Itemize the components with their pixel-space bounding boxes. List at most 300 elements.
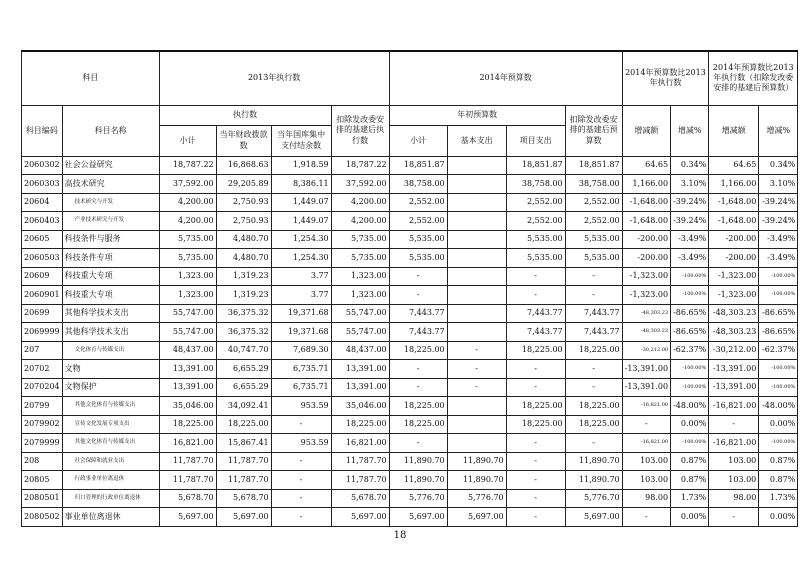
cell-c1: 55,747.00 (159, 304, 216, 323)
cell-c9: -1,648.00 (622, 212, 670, 231)
cell-name: 技术研究与开发 (62, 193, 159, 212)
cell-c5: 11,890.70 (389, 471, 447, 490)
cell-c1: 5,678.70 (159, 489, 216, 508)
cell-c8: 11,890.70 (565, 471, 622, 490)
cell-c12: -100.00% (759, 434, 798, 453)
cell-c6: 11,890.70 (447, 452, 506, 471)
cell-c8: 5,535.00 (565, 249, 622, 268)
cell-code: 2060303 (22, 175, 63, 194)
page-number: 18 (393, 530, 407, 541)
cell-name: 科技条件与服务 (62, 230, 159, 249)
cell-c10: 0.87% (671, 471, 709, 490)
cell-code: 2080502 (22, 508, 63, 527)
cell-c7: - (506, 286, 565, 305)
cell-c2: 36,375.32 (216, 323, 271, 342)
cell-c3: - (271, 508, 331, 527)
cell-name: 事业单位离退休 (62, 508, 159, 527)
cell-code: 2060403 (22, 212, 63, 231)
cell-c6: - (447, 341, 506, 360)
header-basic: 基本支出 (447, 125, 506, 156)
cell-c9: -200.00 (622, 230, 670, 249)
cell-c12: -86.65% (759, 323, 798, 342)
cell-c9: 1,166.00 (622, 175, 670, 194)
cell-code: 20604 (22, 193, 63, 212)
cell-name: 其他科学技术支出 (62, 304, 159, 323)
header-kemu: 科目 (22, 51, 160, 105)
cell-c6: 11,890.70 (447, 471, 506, 490)
cell-c6 (447, 304, 506, 323)
cell-code: 2080501 (22, 489, 63, 508)
cell-c10: -86.65% (671, 323, 709, 342)
cell-c5: 18,225.00 (389, 341, 447, 360)
cell-c1: 55,747.00 (159, 323, 216, 342)
header-treasury: 当年国库集中支付结余数 (271, 125, 331, 156)
cell-c4: 37,592.00 (331, 175, 389, 194)
cell-c8: 2,552.00 (565, 193, 622, 212)
cell-c6: - (447, 360, 506, 379)
cell-c12: -39.24% (759, 193, 798, 212)
cell-name: 宣传文化发展专项支出 (62, 415, 159, 434)
cell-c2: 36,375.32 (216, 304, 271, 323)
cell-c9: -1,323.00 (622, 267, 670, 286)
cell-c1: 5,697.00 (159, 508, 216, 527)
cell-name: 科技条件专项 (62, 249, 159, 268)
cell-c5: 18,225.00 (389, 397, 447, 416)
cell-c2: 11,787.70 (216, 471, 271, 490)
table-row (22, 175, 798, 194)
cell-c5: 5,776.70 (389, 489, 447, 508)
header-subtotal: 小计 (159, 125, 216, 156)
cell-c10: 1.73% (671, 489, 709, 508)
cell-c6 (447, 249, 506, 268)
cell-c12: 3.10% (759, 175, 798, 194)
header-nianchu: 年初预算数 (389, 105, 565, 125)
cell-c7: 5,535.00 (506, 249, 565, 268)
cell-c11: -1,323.00 (709, 286, 759, 305)
cell-name: 社会保障和就业支出 (62, 452, 159, 471)
cell-c9: -13,391.00 (622, 360, 670, 379)
cell-c3: 3.77 (271, 286, 331, 305)
table-row (22, 434, 798, 453)
table-row (22, 193, 798, 212)
cell-c4: 16,821.00 (331, 434, 389, 453)
cell-c3: 953.59 (271, 434, 331, 453)
cell-c4: 55,747.00 (331, 323, 389, 342)
header-name: 科目名称 (62, 105, 159, 156)
cell-c7: - (506, 508, 565, 527)
cell-c2: 18,225.00 (216, 415, 271, 434)
header-subtotal-2: 小计 (389, 125, 447, 156)
cell-c11: -200.00 (709, 230, 759, 249)
cell-c11: 98.00 (709, 489, 759, 508)
cell-c1: 16,821.00 (159, 434, 216, 453)
cell-c4: 1,323.00 (331, 286, 389, 305)
cell-c7: - (506, 267, 565, 286)
cell-c6 (447, 286, 506, 305)
cell-c1: 13,391.00 (159, 360, 216, 379)
cell-c7: 5,535.00 (506, 230, 565, 249)
cell-c5: - (389, 434, 447, 453)
cell-c4: 13,391.00 (331, 378, 389, 397)
cell-c7: - (506, 360, 565, 379)
cell-c2: 40,747.70 (216, 341, 271, 360)
cell-c2: 5,697.00 (216, 508, 271, 527)
cell-c7: 7,443.77 (506, 323, 565, 342)
cell-c1: 5,735.00 (159, 230, 216, 249)
table-row (22, 415, 798, 434)
cell-c7: - (506, 378, 565, 397)
cell-c12: 0.87% (759, 452, 798, 471)
cell-c3: 3.77 (271, 267, 331, 286)
header-project: 项目支出 (506, 125, 565, 156)
cell-code: 2070204 (22, 378, 63, 397)
cell-c5: 7,443.77 (389, 323, 447, 342)
cell-c4: 11,787.70 (331, 452, 389, 471)
cell-c7: 7,443.77 (506, 304, 565, 323)
cell-code: 20805 (22, 471, 63, 490)
cell-c4: 5,735.00 (331, 249, 389, 268)
cell-c5: 5,535.00 (389, 230, 447, 249)
cell-c8: 18,225.00 (565, 415, 622, 434)
cell-code: 208 (22, 452, 63, 471)
cell-c1: 18,787.22 (159, 156, 216, 175)
cell-c4: 18,787.22 (331, 156, 389, 175)
cell-c5: - (389, 267, 447, 286)
cell-c11: -1,648.00 (709, 193, 759, 212)
cell-c12: -100.00% (759, 360, 798, 379)
cell-c3: - (271, 452, 331, 471)
cell-c12: 0.34% (759, 156, 798, 175)
cell-c9: 64.65 (622, 156, 670, 175)
cell-c8: - (565, 434, 622, 453)
cell-c3: 1,254.30 (271, 230, 331, 249)
cell-c11: -16,821.00 (709, 434, 759, 453)
table-row (22, 249, 798, 268)
cell-c10: 0.34% (671, 156, 709, 175)
cell-c10: -100.00% (671, 360, 709, 379)
table-row (22, 156, 798, 175)
header-fiscal: 当年财政拨款数 (216, 125, 271, 156)
cell-name: 文物保护 (62, 378, 159, 397)
cell-c7: - (506, 452, 565, 471)
cell-c10: -86.65% (671, 304, 709, 323)
header-zhixingshu: 执行数 (159, 105, 331, 125)
table-row (22, 397, 798, 416)
cell-c11: 64.65 (709, 156, 759, 175)
cell-c4: 5,678.70 (331, 489, 389, 508)
cell-c9: -16,821.00 (622, 397, 670, 416)
cell-c11: 103.00 (709, 452, 759, 471)
cell-c9: - (622, 415, 670, 434)
cell-c4: 4,200.00 (331, 212, 389, 231)
cell-c2: 6,655.29 (216, 378, 271, 397)
cell-c6 (447, 434, 506, 453)
cell-code: 2079902 (22, 415, 63, 434)
cell-c12: -3.49% (759, 230, 798, 249)
cell-c5: 7,443.77 (389, 304, 447, 323)
cell-c2: 1,319.23 (216, 267, 271, 286)
cell-c7: 18,225.00 (506, 415, 565, 434)
cell-c2: 15,867.41 (216, 434, 271, 453)
cell-c6: 5,697.00 (447, 508, 506, 527)
cell-c3: 1,449.07 (271, 212, 331, 231)
cell-c11: -13,391.00 (709, 360, 759, 379)
cell-c8: 5,697.00 (565, 508, 622, 527)
cell-c10: -3.49% (671, 230, 709, 249)
cell-c6 (447, 415, 506, 434)
cell-c1: 5,735.00 (159, 249, 216, 268)
header-row-1 (22, 51, 798, 105)
cell-c6 (447, 175, 506, 194)
cell-c2: 16,868.63 (216, 156, 271, 175)
cell-c11: 103.00 (709, 471, 759, 490)
cell-c5: 11,890.70 (389, 452, 447, 471)
cell-c12: -100.00% (759, 286, 798, 305)
header-change-amount: 增减额 (622, 105, 670, 156)
cell-c1: 18,225.00 (159, 415, 216, 434)
cell-code: 2060503 (22, 249, 63, 268)
cell-c7: 38,758.00 (506, 175, 565, 194)
cell-c8: 7,443.77 (565, 323, 622, 342)
cell-c4: 35,046.00 (331, 397, 389, 416)
table-row (22, 508, 798, 527)
cell-c9: -48,303.23 (622, 323, 670, 342)
cell-c6 (447, 397, 506, 416)
cell-c1: 11,787.70 (159, 452, 216, 471)
cell-name: 文化体育与传媒支出 (62, 341, 159, 360)
cell-c3: 6,735.71 (271, 378, 331, 397)
cell-c1: 13,391.00 (159, 378, 216, 397)
cell-c9: 103.00 (622, 452, 670, 471)
cell-code: 20702 (22, 360, 63, 379)
cell-name: 高技术研究 (62, 175, 159, 194)
cell-c10: -100.00% (671, 378, 709, 397)
cell-c4: 4,200.00 (331, 193, 389, 212)
cell-name: 产业技术研究与开发 (62, 212, 159, 231)
cell-c1: 4,200.00 (159, 193, 216, 212)
cell-c7: - (506, 489, 565, 508)
cell-c12: -39.24% (759, 212, 798, 231)
cell-c10: -62.37% (671, 341, 709, 360)
cell-name: 文物 (62, 360, 159, 379)
cell-c10: -100.00% (671, 434, 709, 453)
cell-c11: -48,303.23 (709, 304, 759, 323)
cell-c4: 1,323.00 (331, 267, 389, 286)
cell-c8: 7,443.77 (565, 304, 622, 323)
cell-c12: -3.49% (759, 249, 798, 268)
cell-name: 科技重大专项 (62, 286, 159, 305)
cell-c4: 55,747.00 (331, 304, 389, 323)
cell-code: 207 (22, 341, 63, 360)
cell-c7: 18,225.00 (506, 341, 565, 360)
cell-c6: 5,776.70 (447, 489, 506, 508)
cell-c6 (447, 267, 506, 286)
header-budget-adjusted: 扣除发改委安排的基建后预算数 (565, 105, 622, 156)
cell-c5: - (389, 378, 447, 397)
cell-c8: - (565, 286, 622, 305)
cell-c4: 48,437.00 (331, 341, 389, 360)
cell-c12: -100.00% (759, 267, 798, 286)
cell-c5: - (389, 360, 447, 379)
cell-c1: 4,200.00 (159, 212, 216, 231)
cell-c4: 5,697.00 (331, 508, 389, 527)
cell-c12: 0.00% (759, 508, 798, 527)
cell-c11: -1,323.00 (709, 267, 759, 286)
cell-c5: - (389, 286, 447, 305)
cell-c2: 2,750.93 (216, 212, 271, 231)
cell-c3: 1,449.07 (271, 193, 331, 212)
cell-c8: 5,776.70 (565, 489, 622, 508)
cell-c10: -3.49% (671, 249, 709, 268)
header-change-pct: 增减% (671, 105, 709, 156)
cell-c5: 18,851.87 (389, 156, 447, 175)
cell-c3: 6,735.71 (271, 360, 331, 379)
cell-c2: 5,678.70 (216, 489, 271, 508)
cell-c7: - (506, 434, 565, 453)
cell-c3: - (271, 489, 331, 508)
cell-c9: -16,821.00 (622, 434, 670, 453)
header-change-amount-2: 增减额 (709, 105, 759, 156)
table-row (22, 323, 798, 342)
cell-c11: -16,821.00 (709, 397, 759, 416)
table-row (22, 304, 798, 323)
cell-c9: 103.00 (622, 471, 670, 490)
cell-c1: 35,046.00 (159, 397, 216, 416)
header-code: 科目编码 (22, 105, 63, 156)
cell-c10: 3.10% (671, 175, 709, 194)
cell-c3: 19,371.68 (271, 304, 331, 323)
cell-code: 20699 (22, 304, 63, 323)
cell-c11: -1,648.00 (709, 212, 759, 231)
cell-c8: 5,535.00 (565, 230, 622, 249)
cell-c7: - (506, 471, 565, 490)
cell-c3: 19,371.68 (271, 323, 331, 342)
cell-c7: 18,225.00 (506, 397, 565, 416)
header-2014-budget: 2014年预算数 (389, 51, 622, 105)
table-row (22, 286, 798, 305)
header-compare-adjusted: 2014年预算数比2013年执行数（扣除发改委安排的基建后预算数） (709, 51, 798, 105)
cell-code: 2069999 (22, 323, 63, 342)
table-row (22, 341, 798, 360)
cell-c10: -39.24% (671, 193, 709, 212)
cell-c2: 4,480.70 (216, 249, 271, 268)
cell-c8: 18,225.00 (565, 397, 622, 416)
header-exec-adjusted: 扣除发改委安排的基建后执行数 (331, 105, 389, 156)
cell-c11: -30,212.00 (709, 341, 759, 360)
header-compare-exec: 2014年预算数比2013年执行数 (622, 51, 709, 105)
cell-c7: 2,552.00 (506, 193, 565, 212)
cell-c3: 1,918.59 (271, 156, 331, 175)
cell-c9: -30,212.00 (622, 341, 670, 360)
cell-c4: 11,787.70 (331, 471, 389, 490)
header-change-pct-2: 增减% (759, 105, 798, 156)
cell-c2: 29,205.89 (216, 175, 271, 194)
table-row (22, 360, 798, 379)
cell-c12: -86.65% (759, 304, 798, 323)
cell-c9: -48,303.23 (622, 304, 670, 323)
cell-c6 (447, 323, 506, 342)
cell-c5: 38,758.00 (389, 175, 447, 194)
cell-c2: 4,480.70 (216, 230, 271, 249)
table-row (22, 267, 798, 286)
budget-table (21, 50, 798, 527)
cell-name: 社会公益研究 (62, 156, 159, 175)
table-body (22, 156, 798, 526)
cell-c5: 18,225.00 (389, 415, 447, 434)
cell-c8: 38,758.00 (565, 175, 622, 194)
cell-c5: 2,552.00 (389, 212, 447, 231)
cell-c3: 953.59 (271, 397, 331, 416)
table-row (22, 230, 798, 249)
cell-c10: -48.00% (671, 397, 709, 416)
cell-c7: 18,851.87 (506, 156, 565, 175)
header-row-2 (22, 105, 798, 125)
cell-c2: 34,092.41 (216, 397, 271, 416)
cell-c1: 37,592.00 (159, 175, 216, 194)
cell-name: 科技重大专项 (62, 267, 159, 286)
cell-c9: -13,391.00 (622, 378, 670, 397)
table-row (22, 452, 798, 471)
cell-c9: -1,648.00 (622, 193, 670, 212)
cell-name: 其他科学技术支出 (62, 323, 159, 342)
cell-c12: 1.73% (759, 489, 798, 508)
cell-c9: - (622, 508, 670, 527)
cell-c2: 1,319.23 (216, 286, 271, 305)
cell-c2: 6,655.29 (216, 360, 271, 379)
cell-c11: - (709, 415, 759, 434)
cell-c12: -62.37% (759, 341, 798, 360)
cell-c5: 5,535.00 (389, 249, 447, 268)
cell-c6 (447, 230, 506, 249)
cell-code: 2060302 (22, 156, 63, 175)
cell-c11: 1,166.00 (709, 175, 759, 194)
cell-code: 20605 (22, 230, 63, 249)
cell-c11: -200.00 (709, 249, 759, 268)
cell-c1: 1,323.00 (159, 267, 216, 286)
cell-c12: -48.00% (759, 397, 798, 416)
cell-c8: 11,890.70 (565, 452, 622, 471)
cell-c8: - (565, 378, 622, 397)
cell-c1: 1,323.00 (159, 286, 216, 305)
cell-c9: -200.00 (622, 249, 670, 268)
cell-c3: 1,254.30 (271, 249, 331, 268)
cell-c3: - (271, 415, 331, 434)
cell-c7: 2,552.00 (506, 212, 565, 231)
header-2013-exec: 2013年执行数 (159, 51, 389, 105)
cell-c10: 0.87% (671, 452, 709, 471)
cell-c1: 48,437.00 (159, 341, 216, 360)
cell-c8: 18,225.00 (565, 341, 622, 360)
cell-c8: 18,851.87 (565, 156, 622, 175)
table-row (22, 212, 798, 231)
cell-c11: -48,303.23 (709, 323, 759, 342)
cell-c3: 7,689.30 (271, 341, 331, 360)
cell-c8: 2,552.00 (565, 212, 622, 231)
cell-c11: -13,391.00 (709, 378, 759, 397)
cell-code: 2060901 (22, 286, 63, 305)
cell-c11: - (709, 508, 759, 527)
cell-c5: 5,697.00 (389, 508, 447, 527)
cell-c8: - (565, 267, 622, 286)
cell-c3: - (271, 471, 331, 490)
cell-c10: -100.00% (671, 267, 709, 286)
cell-name: 归口管理的行政单位离退休 (62, 489, 159, 508)
cell-code: 20799 (22, 397, 63, 416)
cell-c2: 2,750.93 (216, 193, 271, 212)
cell-name: 行政事业单位离退休 (62, 471, 159, 490)
cell-name: 其他文化体育与传媒支出 (62, 397, 159, 416)
cell-c10: -100.00% (671, 286, 709, 305)
